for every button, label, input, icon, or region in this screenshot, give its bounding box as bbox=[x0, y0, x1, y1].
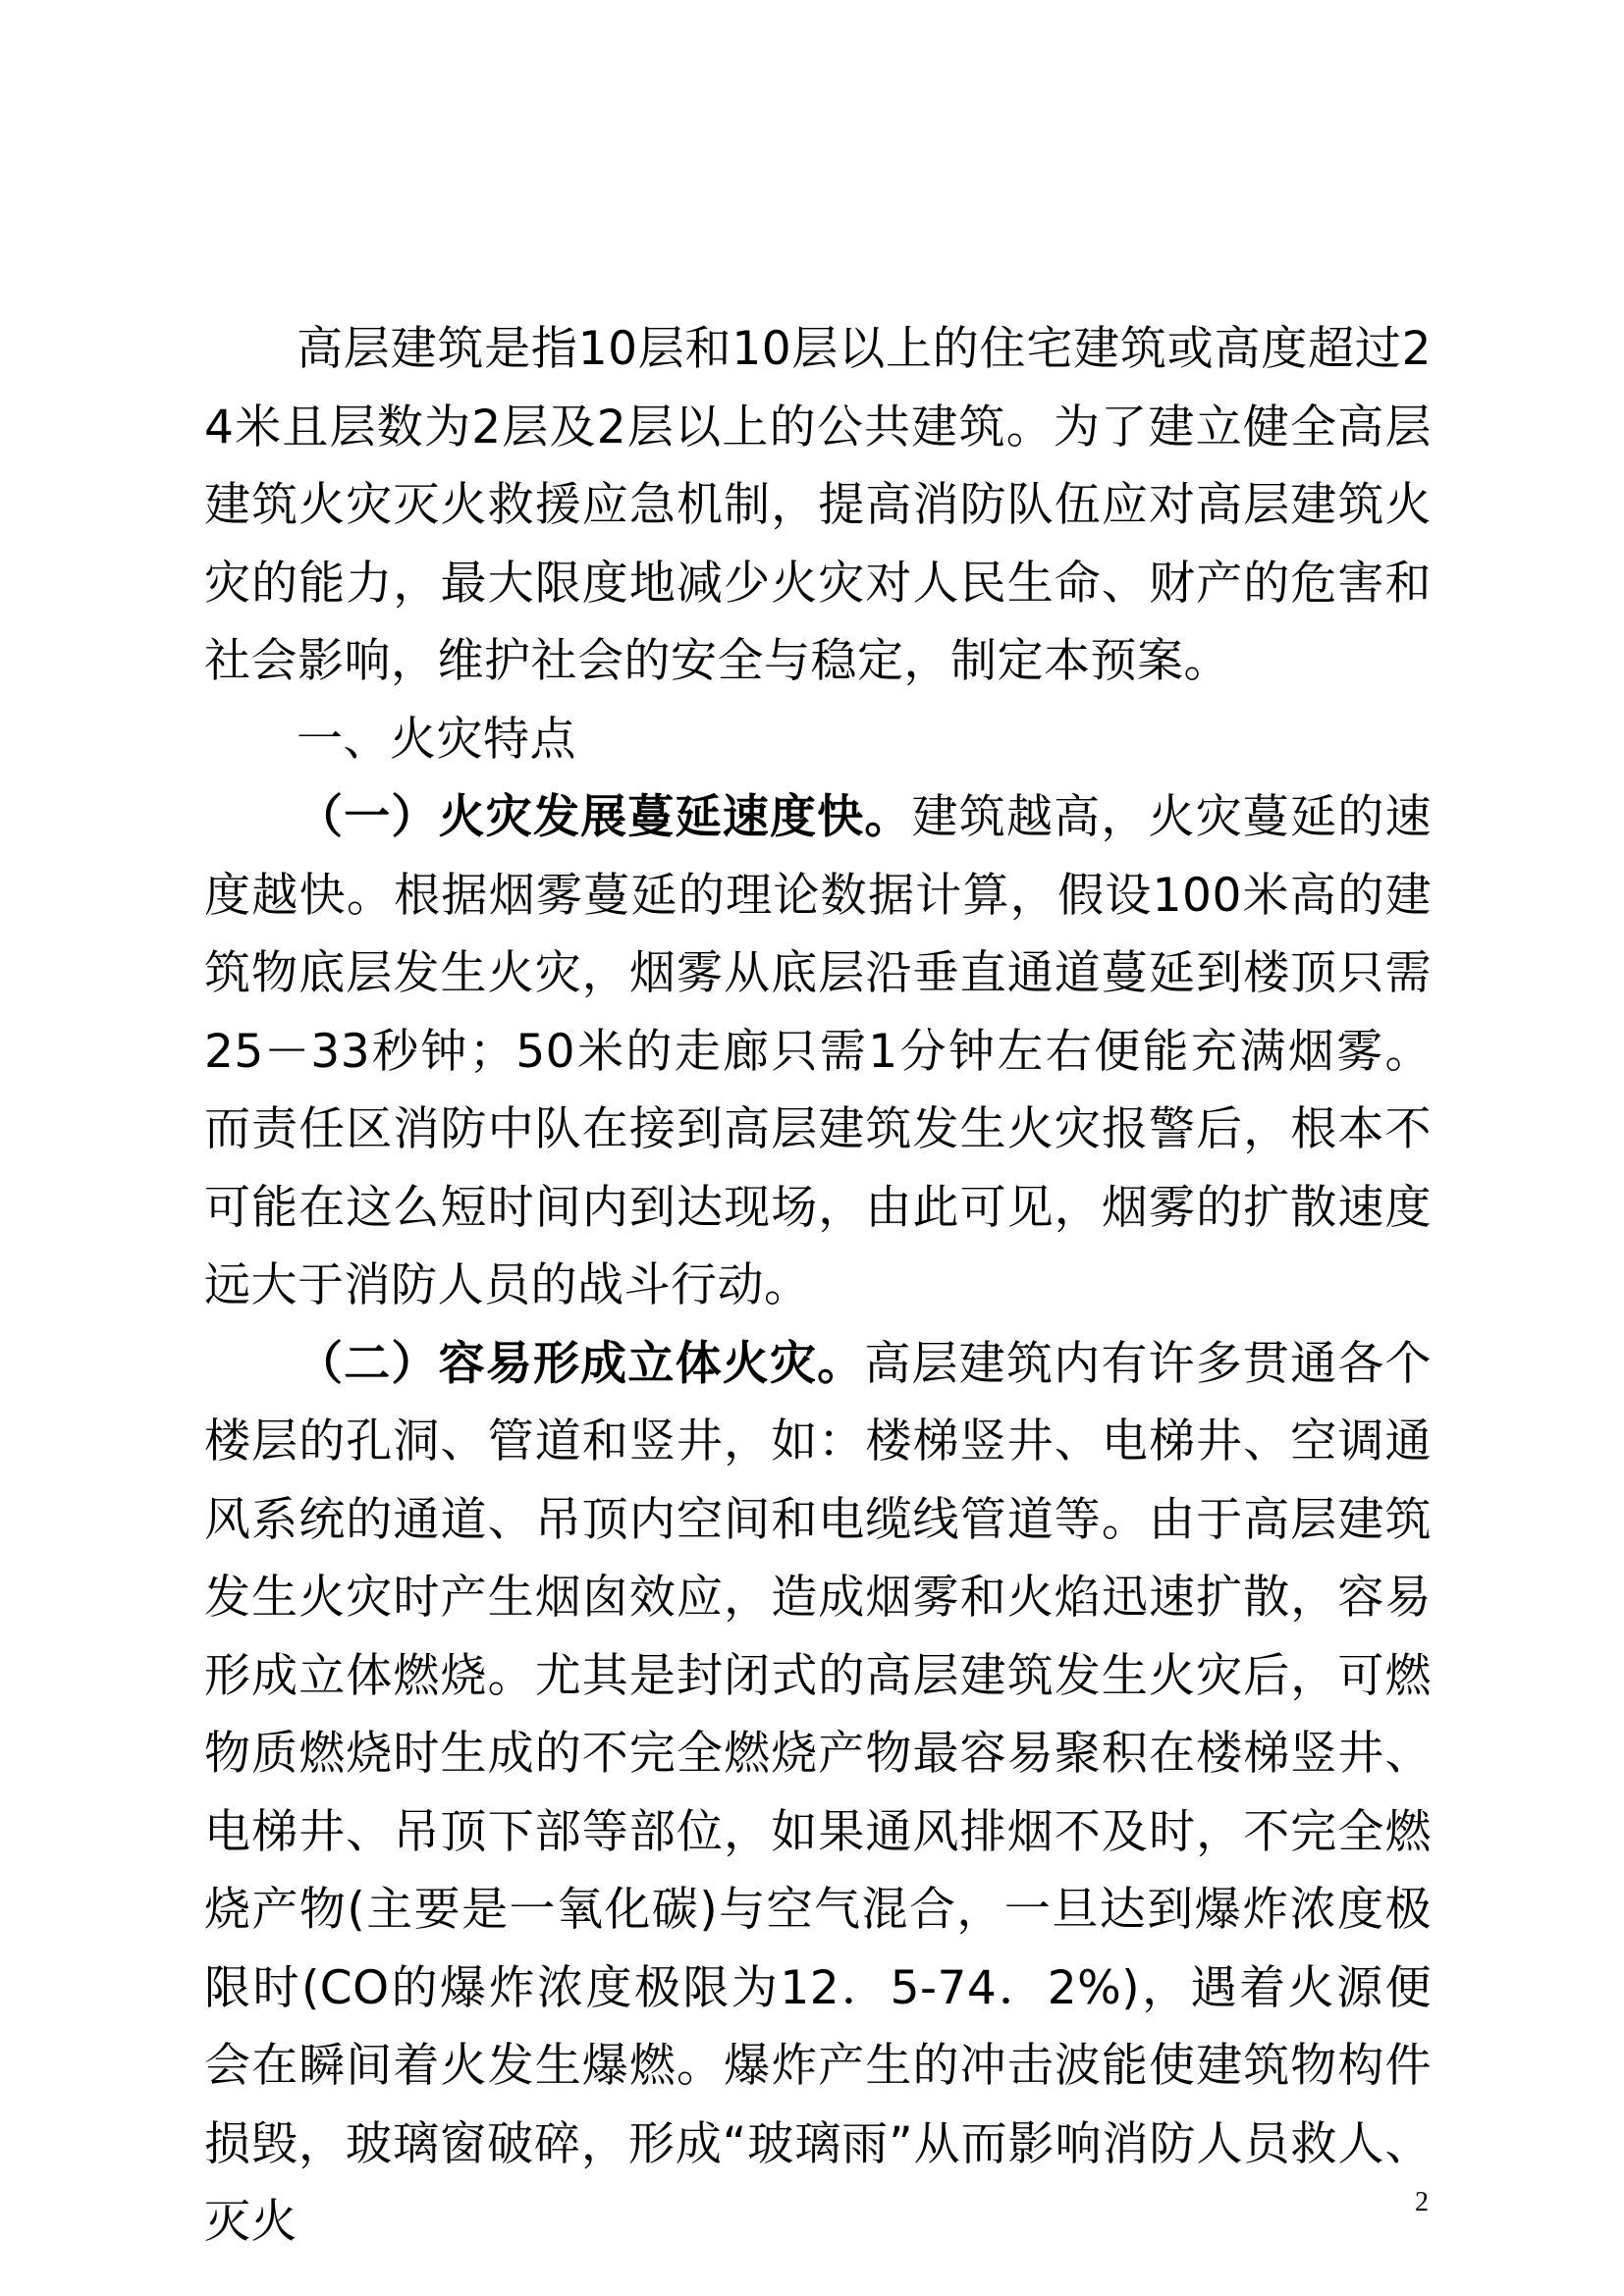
intro-paragraph bbox=[204, 310, 1432, 701]
item-1-lead: （一）火灾发展蔓延速度快。 bbox=[297, 790, 912, 844]
item-2-lead: （二）容易形成立体火灾。 bbox=[297, 1336, 865, 1391]
body-text bbox=[204, 310, 1432, 2262]
section-heading bbox=[204, 701, 1432, 779]
item-1-text: 建筑越高，火灾蔓延的速度越快。根据烟雾蔓延的理论数据计算，假设100米高的建筑物底层发生火灾，烟雾从底层沿垂直通道蔓延到楼顶只需25－33秒钟；50米的走廊只需1分钟左右便能充满烟雾。而责任区消防中队在接到高层建筑发生火灾报警后，根本不可能在这么短时间内到达现场，由此可见，烟雾的扩散速度远大于消防人员的战斗行动。 bbox=[204, 790, 1433, 1312]
page-number: 2 bbox=[1415, 2187, 1429, 2217]
item-1-paragraph bbox=[204, 778, 1432, 1325]
section-heading-text: 一、火灾特点 bbox=[297, 712, 576, 767]
intro-text: 高层建筑是指10层和10层以上的住宅建筑或高度超过24米且层数为2层及2层以上的公共建筑。为了建立健全高层建筑火灾灭火救援应急机制，提高消防队伍应对高层建筑火灾的能力，最大限度地减少火灾对人民生命、财产的危害和社会影响，维护社会的安全与稳定，制定本预案。 bbox=[204, 322, 1432, 688]
item-2-paragraph bbox=[204, 1325, 1432, 2262]
item-2-text: 高层建筑内有许多贯通各个楼层的孔洞、管道和竖井，如：楼梯竖井、电梯井、空调通风系统的通道、吊顶内空间和电缆线管道等。由于高层建筑发生火灾时产生烟囱效应，造成烟雾和火焰迅速扩散，容易形成立体燃烧。尤其是封闭式的高层建筑发生火灾后，可燃物质燃烧时生成的不完全燃烧产物最容易聚积在楼梯竖井、电梯井、吊顶下部等部位，如果通风排烟不及时，不完全燃烧产物(主要是一氧化碳)与空气混合，一旦达到爆炸浓度极限时(CO的爆炸浓度极限为12．5-74．2%)，遇着火源便会在瞬间着火发生爆燃。爆炸产生的冲击波能使建筑物构件损毁，玻璃窗破碎，形成“玻璃雨”从而影响消防人员救人、灭火 bbox=[204, 1336, 1433, 2249]
